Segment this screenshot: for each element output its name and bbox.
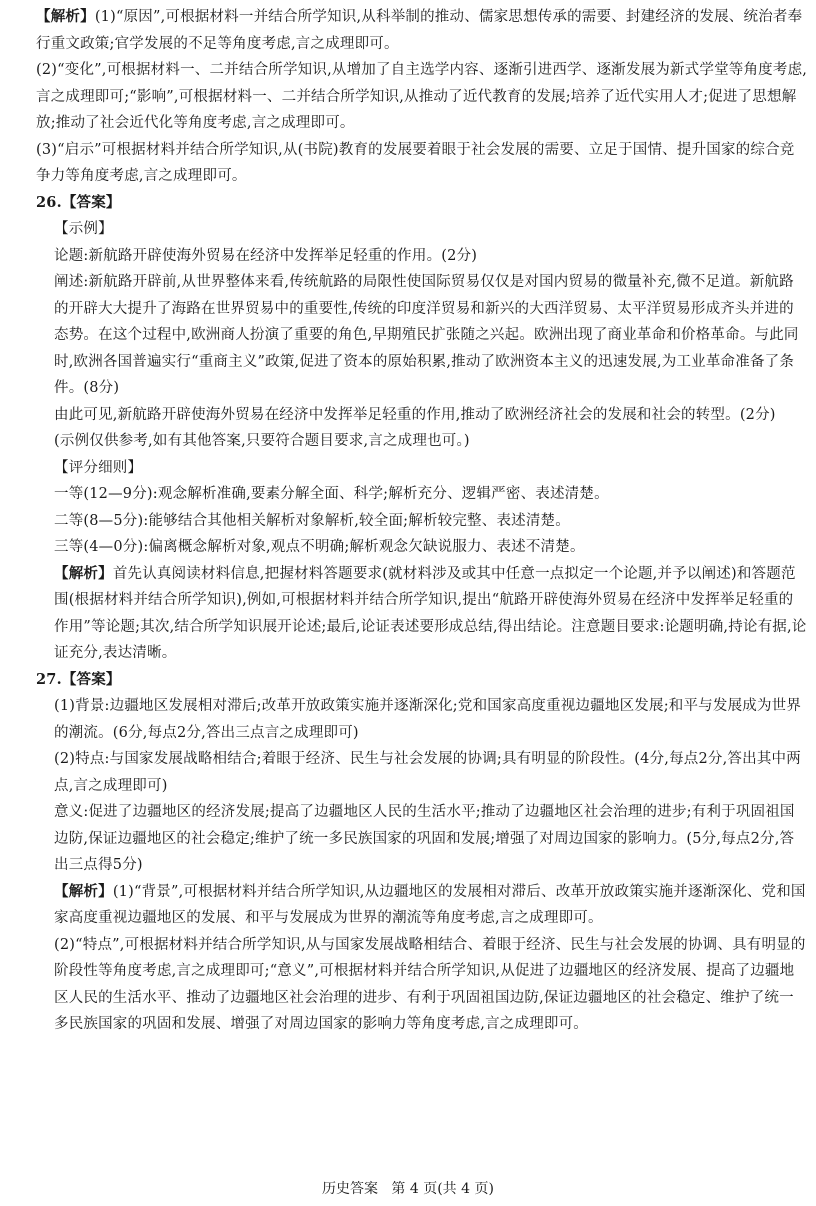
q26-elaboration: 阐述:新航路开辟前,从世界整体来看,传统航路的局限性使国际贸易仅仅是对国内贸易的微量补充,微不足道。新航路的开辟大大提升了海路在世界贸易中的重要性,传统的印度洋贸易和新兴的大西洋贸易、太平洋贸易形成齐头并进的态势。在这个过程中,欧洲商人扮演了重要的角色,早期殖民扩张随之兴起。欧洲出现了商业革命和价格革命。与此同时,欧洲各国普遍实行“重商主义”政策,促进了资本的原始积累,推动了欧洲资本主义的迅速发展,为工业革命准备了条件。(8分) <box>54 274 799 396</box>
q26-thesis: 论题:新航路开辟使海外贸易在经济中发挥举足轻重的作用。(2分) <box>54 247 478 264</box>
q27-answer-1: (1)背景:边疆地区发展相对滞后;改革开放政策实施并逐渐深化;党和国家高度重视边疆地区发展;和平与发展成为世界的潮流。(6分,每点2分,答出三点言之成理即可) <box>54 698 802 741</box>
answer-content <box>36 4 808 1038</box>
q27-analysis-1: 【解析】(1)“背景”,可根据材料并结合所学知识,从边疆地区的发展相对滞后、改革开放政策实施并逐渐深化、党和国家高度重视边疆地区的发展、和平与发展成为世界的潮流等角度考虑,言之成理即可。 <box>54 882 806 926</box>
answer-label: 【答案】 <box>61 193 121 211</box>
analysis-label: 【解析】 <box>54 564 113 582</box>
q27-analysis-2: (2)“特点”,可根据材料并结合所学知识,从与国家发展战略相结合、着眼于经济、民生与社会发展的协调、具有明显的阶段性等角度考虑,言之成理即可;“意义”,可根据材料并结合所学知识,从促进了边疆地区的经济发展、提高了边疆地区人民的生活水平、推动了边疆地区社会治理的进步、有利于巩固祖国边防,保证边疆地区的社会稳定、维护了统一多民族国家的巩固和发展、增强了对周边国家的影响力等角度考虑,言之成理即可。 <box>54 936 806 1032</box>
q26-analysis: 【解析】首先认真阅读材料信息,把握材料答题要求(就材料涉及或其中任意一点拟定一个论题,并予以阐述)和答题范围(根据材料并结合所学知识),例如,可根据材料并结合所学知识,提出“航路开辟使海外贸易在经济中发挥举足轻重的作用”等论题;其次,结合所学知识展开论述;最后,论证表述要形成总结,得出结论。注意题目要求:论题明确,持论有据,论证充分,表达清晰。 <box>54 564 807 661</box>
q26-heading <box>36 190 808 217</box>
question-number: 26. <box>36 193 62 211</box>
q25-analysis-part2: (2)“变化”,可根据材料一、二并结合所学知识,从增加了自主选学内容、逐渐引进西学、逐渐发展为新式学堂等角度考虑,言之成理即可;“影响”,可根据材料一、二并结合所学知识,从推动了近代教育的发展;培养了近代实用人才;促进了思想解放;推动了社会近代化等角度考虑,言之成理即可。 <box>36 62 808 131</box>
q25-analysis-part3: (3)“启示”可根据材料并结合所学知识,从(书院)教育的发展要着眼于社会发展的需要、立足于国情、提升国家的综合竞争力等角度考虑,言之成理即可。 <box>36 141 795 184</box>
answer-label: 【答案】 <box>61 670 121 688</box>
question-number: 27. <box>36 670 62 688</box>
q26-note: (示例仅供参考,如有其他答案,只要符合题目要求,言之成理也可。) <box>54 433 470 449</box>
q26-conclusion: 由此可见,新航路开辟使海外贸易在经济中发挥举足轻重的作用,推动了欧洲经济社会的发展和社会的转型。(2分) <box>54 406 776 423</box>
q25-analysis-part1: 【解析】(1)“原因”,可根据材料一并结合所学知识,从科举制的推动、儒家思想传承的需要、封建经济的发展、统治者奉行重文政策;官学发展的不足等角度考虑,言之成理即可。 <box>36 8 803 52</box>
q26-rubric-first: 一等(12—9分):观念解析准确,要素分解全面、科学;解析充分、逻辑严密、表述清楚。 <box>54 486 609 502</box>
q26-rubric-third: 三等(4—0分):偏离概念解析对象,观点不明确;解析观念欠缺说服力、表述不清楚。 <box>54 539 585 555</box>
q27-answer-significance: 意义:促进了边疆地区的经济发展;提高了边疆地区人民的生活水平;推动了边疆地区社会治理的进步;有利于巩固祖国边防,保证边疆地区的社会稳定;维护了统一多民族国家的巩固和发展;增强了对周边国家的影响力。(5分,每点2分,答出三点得5分) <box>54 804 795 873</box>
q27-answer-2: (2)特点:与国家发展战略相结合;着眼于经济、民生与社会发展的协调;具有明显的阶段性。(4分,每点2分,答出其中两点,言之成理即可) <box>54 751 801 794</box>
q26-example-label: 【示例】 <box>54 221 113 237</box>
page-footer: 历史答案 第 4 页(共 4 页) <box>322 1181 494 1197</box>
analysis-label: 【解析】 <box>36 8 95 25</box>
q26-rubric-label: 【评分细则】 <box>54 459 143 476</box>
analysis-label: 【解析】 <box>54 882 113 900</box>
q26-rubric-second: 二等(8—5分):能够结合其他相关解析对象解析,较全面;解析较完整、表述清楚。 <box>54 512 570 529</box>
q27-heading <box>36 667 808 694</box>
